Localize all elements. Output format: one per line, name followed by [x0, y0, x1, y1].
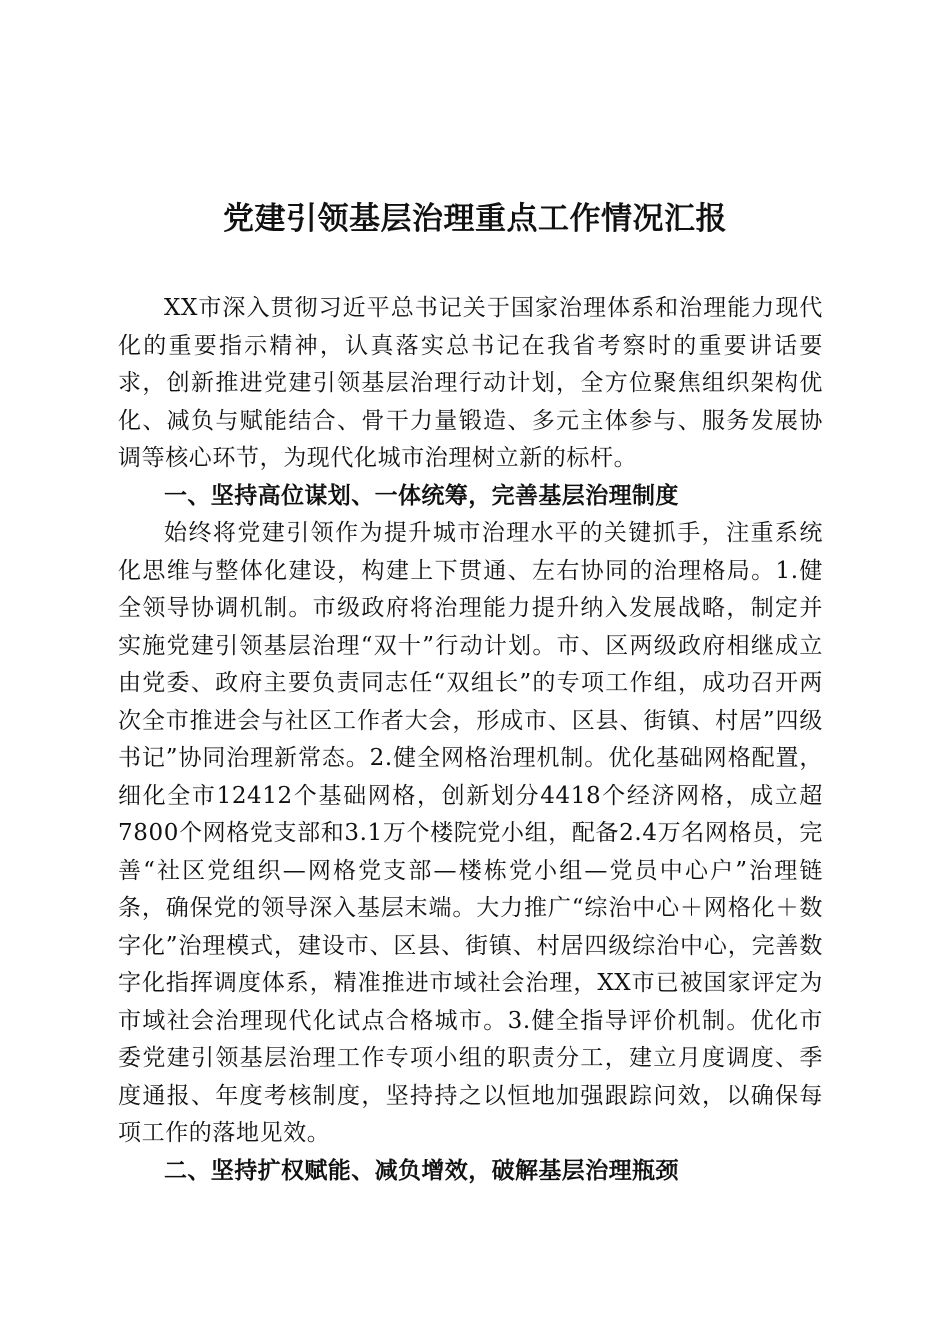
intro-paragraph: XX市深入贯彻习近平总书记关于国家治理体系和治理能力现代化的重要指示精神，认真落实总书记在我省考察时的重要讲话要求，创新推进党建引领基层治理行动计划，全方位聚焦组织架构优化、减负与赋能结合、骨干力量锻造、多元主体参与、服务发展协调等核心环节，为现代化城市治理树立新的标杆。 [118, 295, 823, 471]
section-body-1: 始终将党建引领作为提升城市治理水平的关键抓手，注重系统化思维与整体化建设，构建上下贯通、左右协同的治理格局。1.健全领导协调机制。市级政府将治理能力提升纳入发展战略，制定并实施党建引领基层治理“双十”行动计划。市、区两级政府相继成立由党委、政府主要负责同志任“双组长”的专项工作组，成功召开两次全市推进会与社区工作者大会，形成市、区县、街镇、村居”四级书记”协同治理新常态。2.健全网格治理机制。优化基础网格配置，细化全市12412个基础网格，创新划分4418个经济网格，成立超7800个网格党支部和3.1万个楼院党小组，配备2.4万名网格员，完善“社区党组织—网格党支部—楼栋党小组—党员中心户”治理链条，确保党的领导深入基层末端。大力推广“综治中心＋网格化＋数字化”治理模式，建设市、区县、街镇、村居四级综治中心，完善数字化指挥调度体系，精准推进市域社会治理，XX市已被国家评定为市域社会治理现代化试点合格城市。3.健全指导评价机制。优化市委党建引领基层治理工作专项小组的职责分工，建立月度调度、季度通报、年度考核制度，坚持持之以恒地加强跟踪问效，以确保每项工作的落地见效。 [118, 520, 823, 1146]
document-title: 党建引领基层治理重点工作情况汇报 [223, 201, 727, 237]
section-heading-1: 一、坚持高位谋划、一体统筹，完善基层治理制度 [164, 482, 679, 509]
section-heading-2: 二、坚持扩权赋能、减负增效，破解基层治理瓶颈 [164, 1157, 679, 1184]
document-body [118, 290, 823, 1190]
